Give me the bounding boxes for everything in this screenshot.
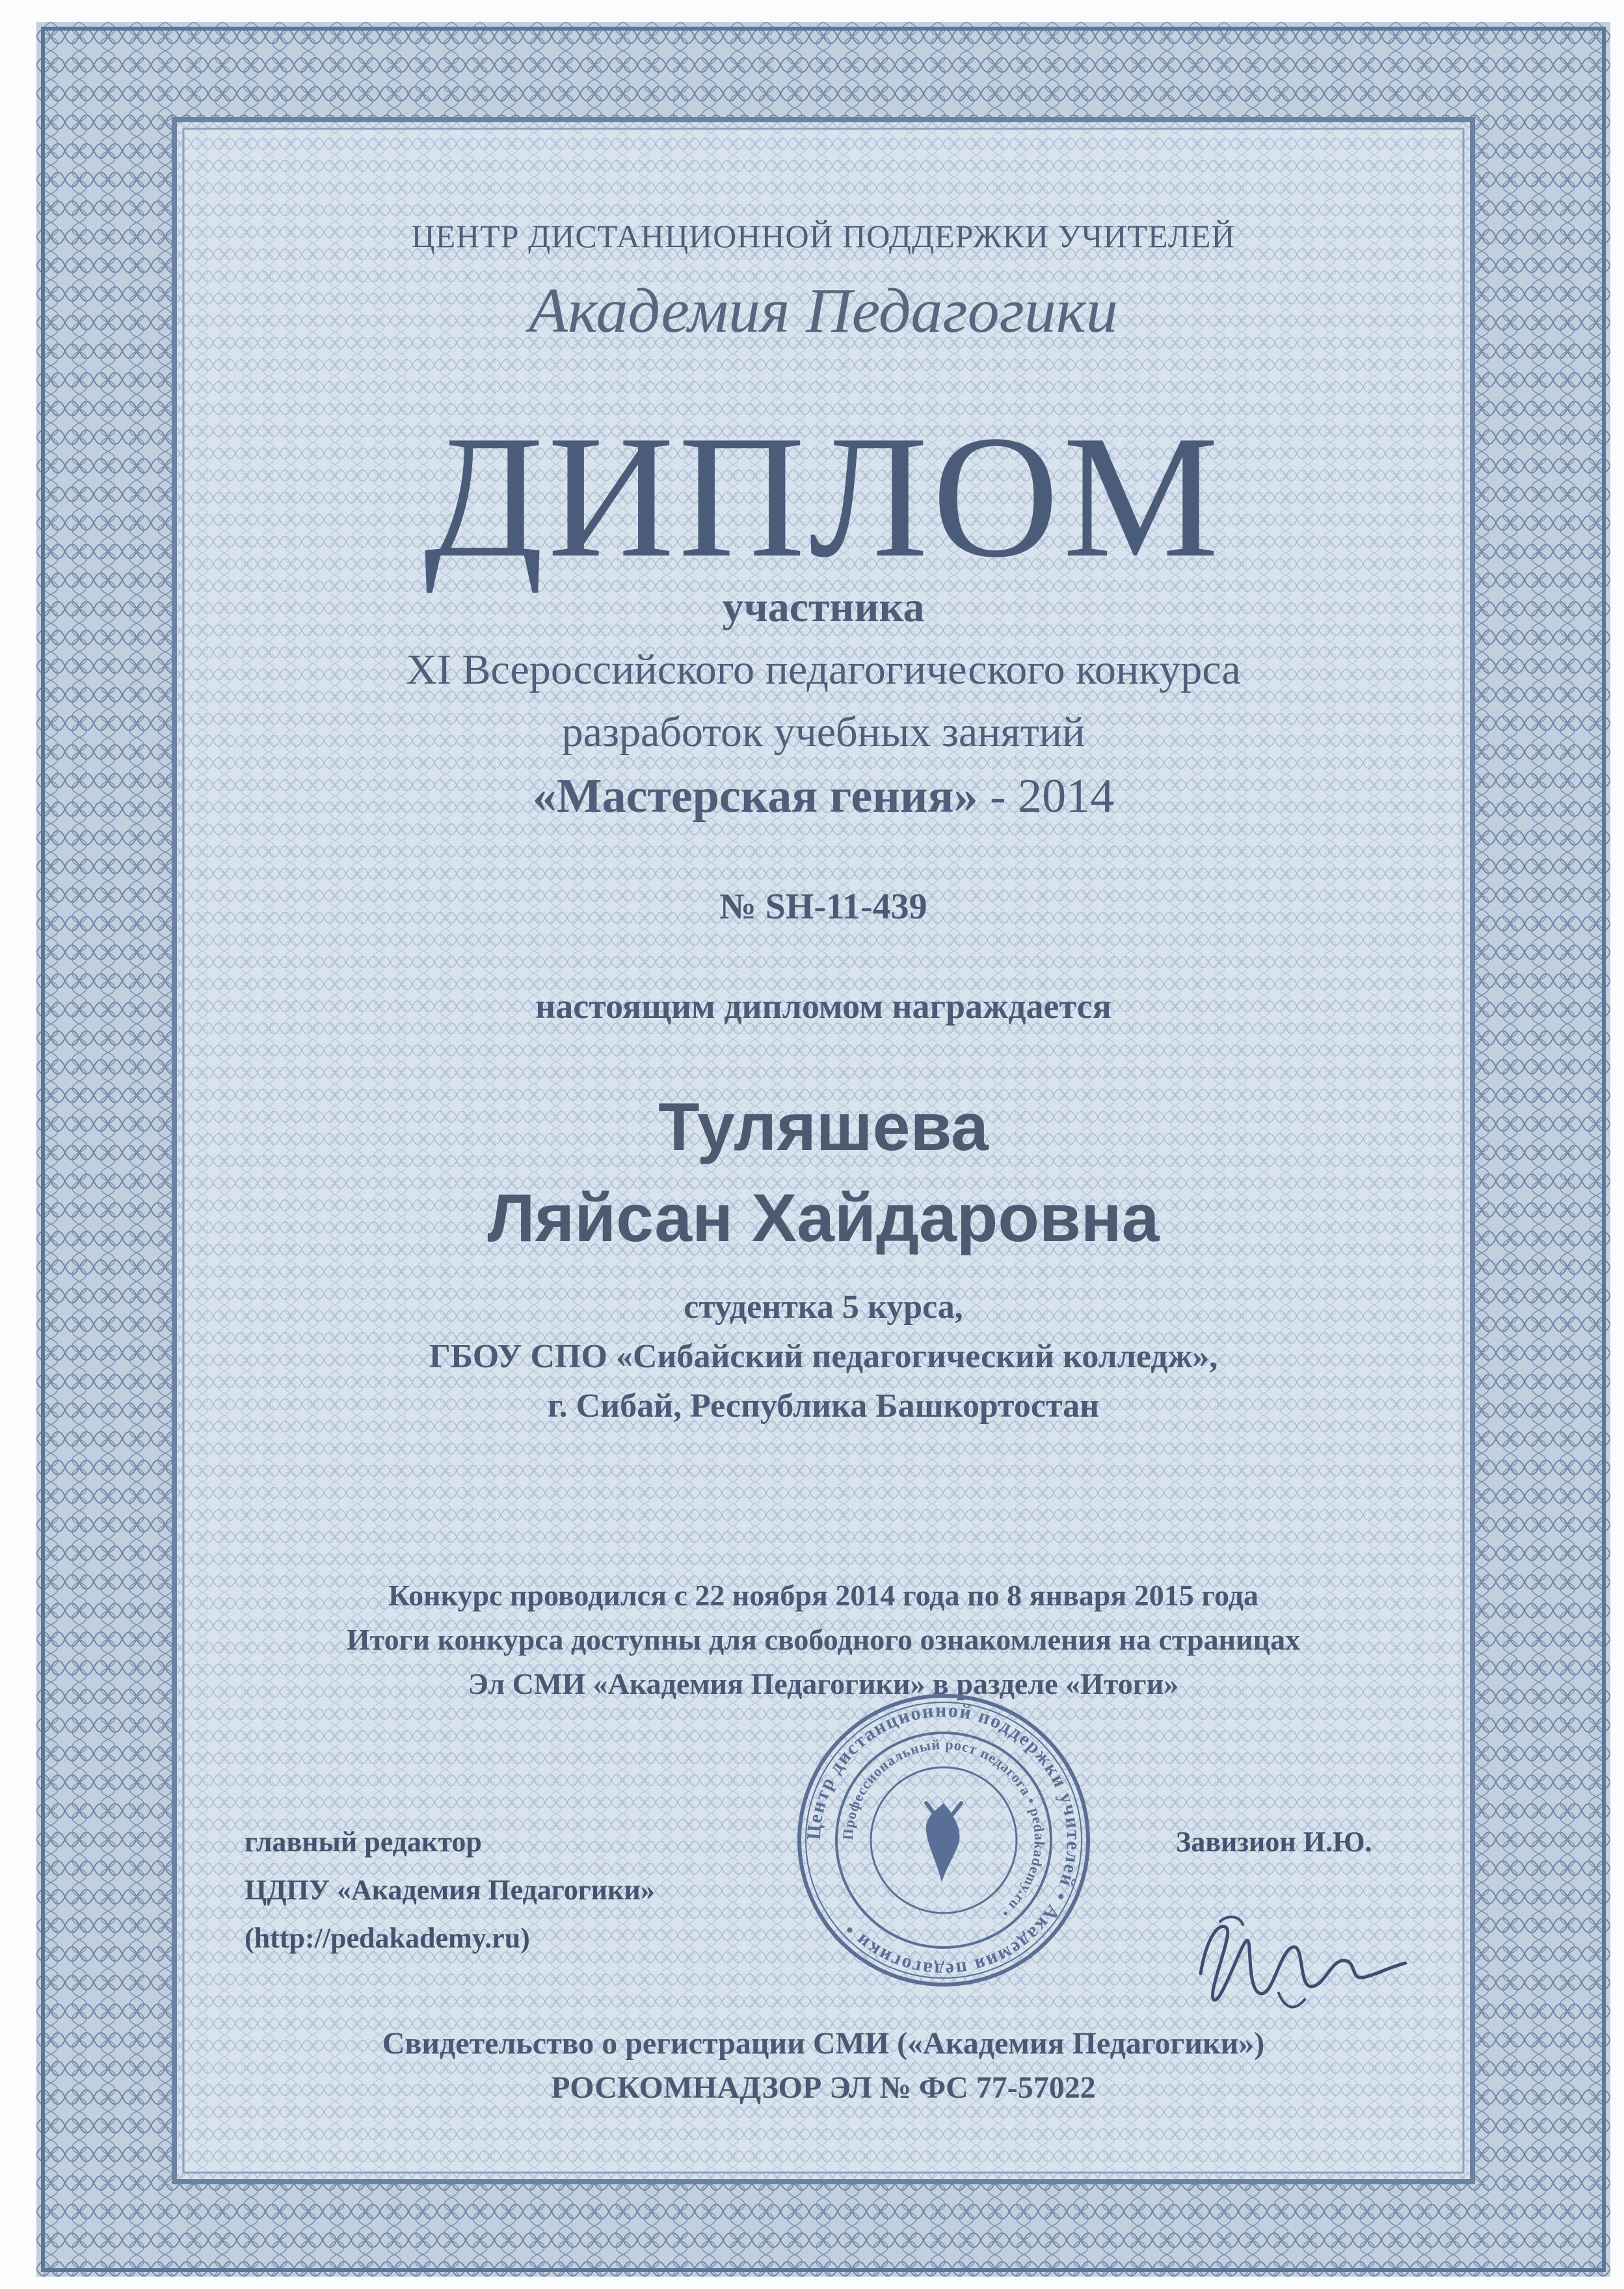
contest-line-1: XI Всероссийского педагогического конкурса — [406, 646, 1241, 693]
editor-role-line-2: ЦДПУ «Академия Педагогики» — [245, 1874, 655, 1906]
organization-stamp — [791, 1687, 1097, 1993]
recipient-given-names: Ляйсан Хайдаровна — [487, 1181, 1160, 1256]
stamp-inner-text: Профессиональный рост педагога • pedakademy.ru • — [839, 1735, 1048, 1922]
editor-role-line-1: главный редактор — [245, 1826, 482, 1858]
contest-name-line — [36, 769, 1610, 824]
recipient-institution: ГБОУ СПО «Сибайский педагогический колледж», — [429, 1338, 1218, 1375]
editor-role-line-3: (http://pedakademy.ru) — [245, 1922, 530, 1954]
diploma-subtitle: участника — [722, 583, 925, 631]
contest-name: «Мастерская гения» — [532, 770, 978, 823]
diploma-title: ДИПЛОМ — [423, 399, 1223, 594]
contest-line-2: разработок учебных занятий — [561, 708, 1085, 756]
awarded-text: настоящим дипломом награждается — [535, 987, 1112, 1026]
stamp-outer-text: Центр дистанционной поддержки учителей • Академия педагогики • — [803, 1699, 1085, 1981]
organization-heading: ЦЕНТР ДИСТАНЦИОННОЙ ПОДДЕРЖКИ УЧИТЕЛЕЙ — [411, 218, 1236, 254]
registration-line-1: Свидетельство о регистрации СМИ («Академия Педагогики») — [382, 2026, 1265, 2061]
registration-line-2: РОСКОМНАДЗОР ЭЛ № ФС 77-57022 — [551, 2070, 1096, 2105]
handwritten-signature — [1181, 1895, 1415, 2019]
recipient-location: г. Сибай, Республика Башкортостан — [547, 1387, 1100, 1425]
contest-info-line-2: Итоги конкурса доступны для свободного ознакомления на страницах — [346, 1623, 1301, 1656]
recipient-surname: Туляшева — [658, 1090, 989, 1165]
diploma-number: № SH-11-439 — [719, 887, 927, 927]
contest-info-line-1: Конкурс проводился с 22 ноября 2014 года по 8 января 2015 года — [388, 1579, 1258, 1612]
recipient-position: студентка 5 курса, — [684, 1289, 963, 1326]
contest-year: - 2014 — [978, 770, 1115, 823]
academy-logo-script: Академия Педагогики — [529, 276, 1118, 346]
editor-name: Завизион И.Ю. — [1176, 1826, 1372, 1858]
contest-info-line-3: Эл СМИ «Академия Педагогики» в разделе «Итоги» — [468, 1667, 1179, 1700]
diploma-sheet — [36, 22, 1610, 2277]
